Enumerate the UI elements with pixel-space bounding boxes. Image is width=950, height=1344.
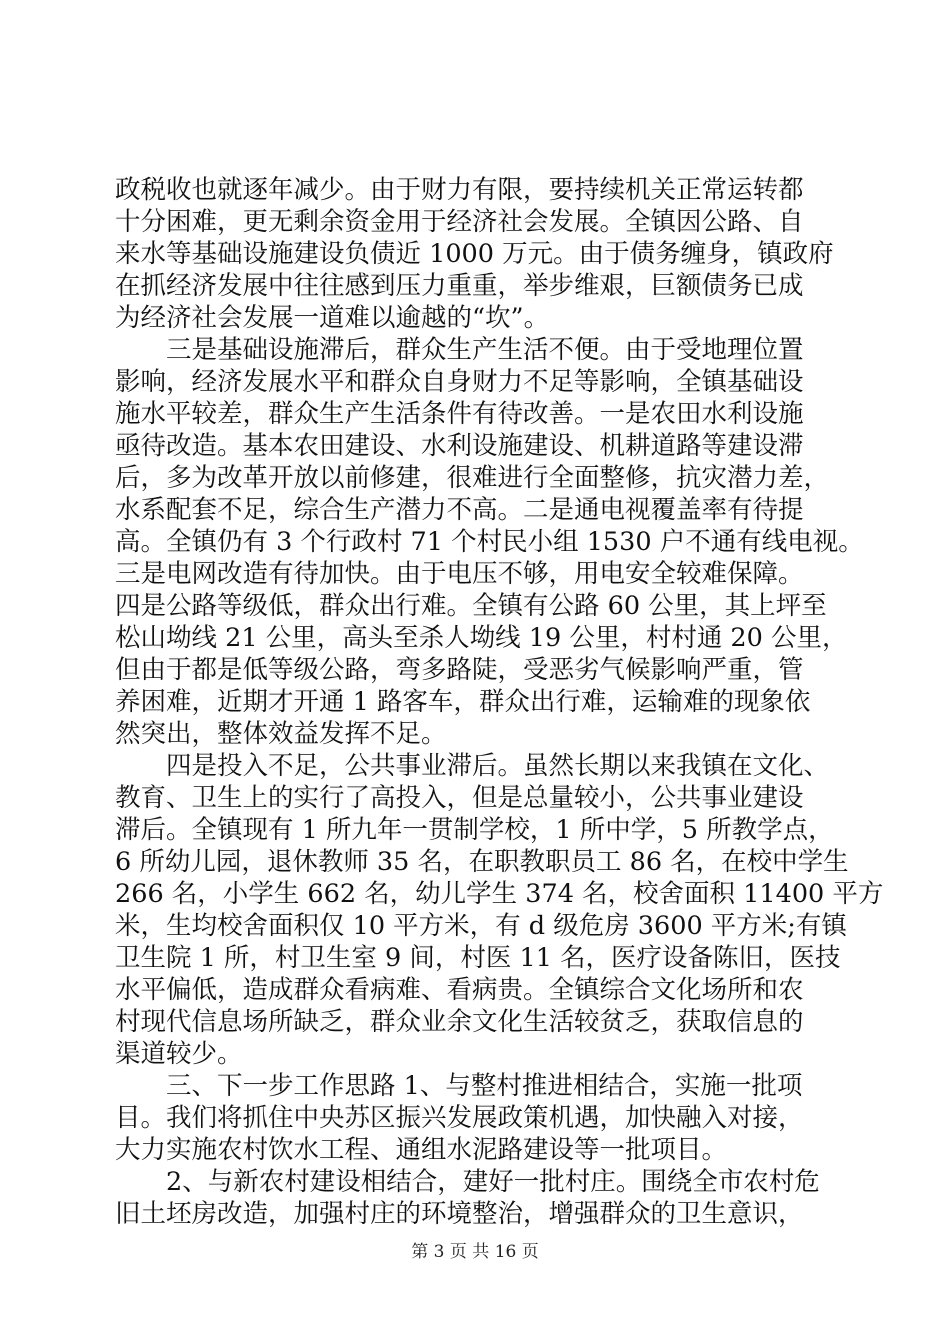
text-line: 水平偏低，造成群众看病难、看病贵。全镇综合文化场所和农 <box>115 975 804 1005</box>
text-line: 卫生院 1 所，村卫生室 9 间，村医 11 名，医疗设备陈旧，医技 <box>115 943 841 973</box>
page-number-footer: 第 3 页 共 16 页 <box>411 1242 539 1262</box>
text-line: 三是基础设施滞后，群众生产生活不便。由于受地理位置 <box>115 335 804 365</box>
text-line: 渠道较少。 <box>115 1039 243 1069</box>
text-line: 政税收也就逐年减少。由于财力有限，要持续机关正常运转都 <box>115 175 804 205</box>
text-line: 教育、卫生上的实行了高投入，但是总量较小，公共事业建设 <box>115 783 804 813</box>
text-line: 水系配套不足，综合生产潜力不高。二是通电视覆盖率有待提 <box>115 495 804 525</box>
text-line: 然突出，整体效益发挥不足。 <box>115 719 447 749</box>
text-line: 旧土坯房改造，加强村庄的环境整治，增强群众的卫生意识， <box>115 1199 804 1229</box>
text-line: 米，生均校舍面积仅 10 平方米，有 d 级危房 3600 平方米;有镇 <box>115 911 847 941</box>
text-line: 大力实施农村饮水工程、通组水泥路建设等一批项目。 <box>115 1135 728 1165</box>
text-line: 但由于都是低等级公路，弯多路陡，受恶劣气候影响严重，管 <box>115 655 804 685</box>
text-line: 266 名，小学生 662 名，幼儿学生 374 名，校舍面积 11400 平方 <box>115 879 884 909</box>
text-line: 目。我们将抓住中央苏区振兴发展政策机遇，加快融入对接， <box>115 1103 804 1133</box>
text-line: 6 所幼儿园，退休教师 35 名，在职教职员工 86 名，在校中学生 <box>115 847 849 877</box>
text-line: 村现代信息场所缺乏，群众业余文化生活较贫乏，获取信息的 <box>115 1007 804 1037</box>
text-line: 亟待改造。基本农田建设、水利设施建设、机耕道路等建设滞 <box>115 431 804 461</box>
text-line: 松山坳线 21 公里，高头至杀人坳线 19 公里，村村通 20 公里， <box>115 623 848 653</box>
text-line: 施水平较差，群众生产生活条件有待改善。一是农田水利设施 <box>115 399 804 429</box>
text-line: 三、下一步工作思路 1、与整村推进相结合，实施一批项 <box>115 1071 803 1101</box>
text-line: 高。全镇仍有 3 个行政村 71 个村民小组 1530 户不通有线电视。 <box>115 527 864 557</box>
text-line: 三是电网改造有待加快。由于电压不够，用电安全较难保障。 <box>115 559 804 589</box>
text-line: 滞后。全镇现有 1 所九年一贯制学校，1 所中学，5 所教学点， <box>115 815 834 845</box>
text-line: 十分困难，更无剩余资金用于经济社会发展。全镇因公路、自 <box>115 207 804 237</box>
text-line: 来水等基础设施建设负债近 1000 万元。由于债务缠身，镇政府 <box>115 239 834 269</box>
text-line: 在抓经济发展中往往感到压力重重，举步维艰，巨额债务已成 <box>115 271 804 301</box>
text-line: 四是投入不足，公共事业滞后。虽然长期以来我镇在文化、 <box>115 751 830 781</box>
text-line: 四是公路等级低，群众出行难。全镇有公路 60 公里，其上坪至 <box>115 591 827 621</box>
text-line: 养困难，近期才开通 1 路客车，群众出行难，运输难的现象依 <box>115 687 811 717</box>
text-line: 2、与新农村建设相结合，建好一批村庄。围绕全市农村危 <box>115 1167 820 1197</box>
text-line: 后，多为改革开放以前修建，很难进行全面整修，抗灾潜力差， <box>115 463 830 493</box>
text-line: 影响，经济发展水平和群众自身财力不足等影响，全镇基础设 <box>115 367 804 397</box>
text-line: 为经济社会发展一道难以逾越的“坎”。 <box>115 303 550 333</box>
